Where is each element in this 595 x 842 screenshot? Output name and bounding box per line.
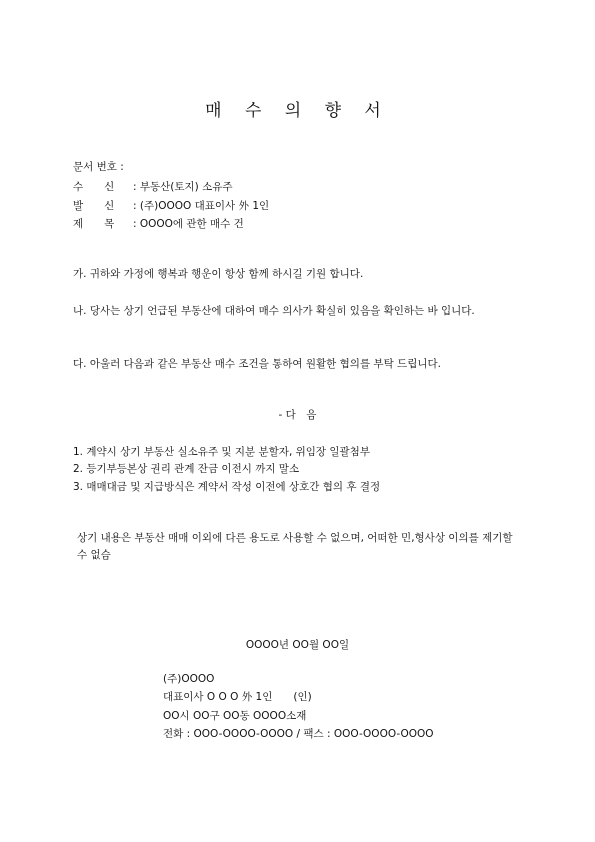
address-line: OO시 OO구 OO동 OOOO소재: [163, 710, 307, 722]
subject-label: 제 목: [73, 218, 115, 230]
representative-line: 대표이사 O O O 外 1인 (인): [163, 691, 312, 703]
condition-item: 2. 등기부등본상 권리 관계 잔금 이전시 까지 말소: [73, 463, 300, 475]
sender-value: : (주)OOOO 대표이사 外 1인: [133, 200, 270, 212]
sender-label: 발 신: [73, 200, 115, 212]
section-heading: - 다 음: [278, 409, 317, 421]
recipient-line: [73, 180, 233, 194]
paragraph-da: 다. 아울러 다음과 같은 부동산 매수 조건을 통하여 원활한 협의를 부탁 드립니다.: [73, 358, 441, 370]
condition-item: 1. 계약시 상기 부동산 실소유주 및 지분 분할자, 위임장 일괄첨부: [73, 446, 370, 458]
subject-value: : OOOO에 관한 매수 건: [133, 218, 244, 230]
paragraph-ga: 가. 귀하와 가정에 행복과 행운이 항상 함께 하시길 기원 합니다.: [73, 268, 364, 280]
contact-line: 전화 : OOO-OOOO-OOOO / 팩스 : OOO-OOOO-OOOO: [163, 728, 434, 740]
subject-line: [73, 217, 244, 231]
company-name: (주)OOOO: [163, 673, 215, 685]
condition-item: 3. 매매대금 및 지급방식은 계약서 작성 이전에 상호간 협의 후 결정: [73, 481, 381, 493]
recipient-label: 수 신: [73, 181, 115, 193]
date-line: OOOO년 OO월 OO일: [245, 639, 350, 651]
recipient-value: : 부동산(토지) 소유주: [133, 181, 233, 193]
notice-paragraph: 상기 내용은 부동산 매매 이외에 다른 용도로 사용할 수 없으며, 어떠한 민,형사상 이의를 제기할 수 없슴: [77, 532, 513, 561]
paragraph-na: 나. 당사는 상기 언급된 부동산에 대하여 매수 의사가 확실히 있음을 확인하는 바 입니다.: [73, 305, 475, 317]
sender-line: [73, 199, 269, 213]
doc-number-line: 문서 번호 :: [73, 161, 124, 173]
document-title: 매 수 의 향 서: [205, 101, 390, 121]
